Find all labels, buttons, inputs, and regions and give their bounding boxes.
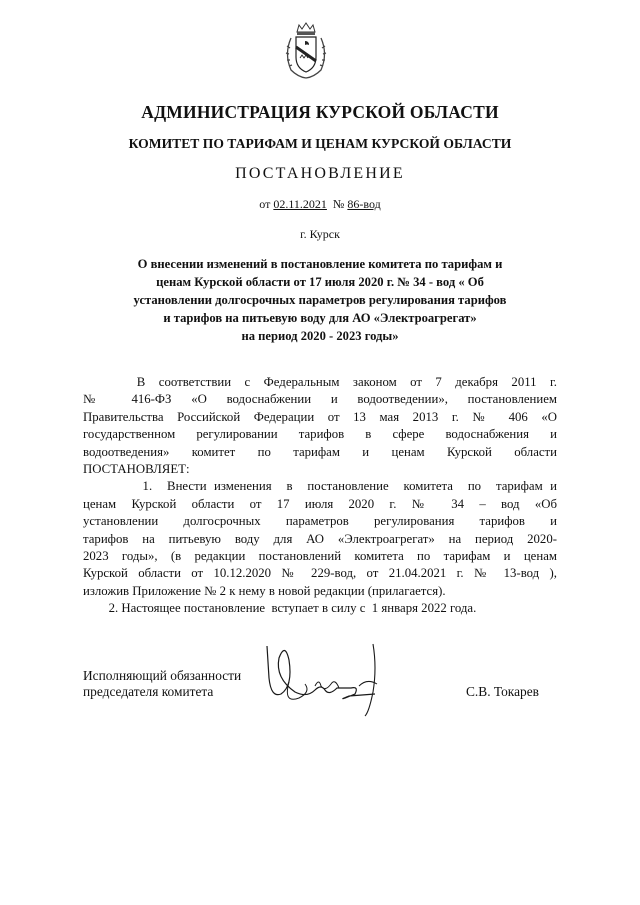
body-line: Правительства Российской Федерации от 13 мая 2013 г. № 406 «О [83, 409, 557, 424]
item-line: 1. Внести изменения в постановление комитета по тарифам и [83, 479, 557, 494]
document-subject [90, 255, 550, 345]
date-prefix: от [259, 197, 271, 211]
body-line: № 416-ФЗ «О водоснабжении и водоотведении», постановлением [83, 392, 557, 407]
committee-name: КОМИТЕТ ПО ТАРИФАМ И ЦЕНАМ КУРСКОЙ ОБЛАСТИ [128, 136, 512, 151]
signatory-title-line2: председателя комитета [83, 684, 214, 699]
item-line: Курской области от 10.12.2020 № 229-вод, от 21.04.2021 г. № 13-вод ), [83, 566, 557, 581]
subject-line: О внесении изменений в постановление комитета по тарифам и [137, 257, 503, 271]
signatory-name: С.В. Токарев [466, 684, 539, 699]
subject-line: и тарифов на питьевую воду для АО «Электроагрегат» [163, 311, 477, 325]
item-line: ценам Курской области от 17 июля 2020 г. № 34 – вод «Об [83, 496, 557, 511]
subject-line: установлении долгосрочных параметров регулирования тарифов [133, 293, 507, 307]
item-line: изложив Приложение № 2 к нему в новой редакции (прилагается). [83, 583, 446, 598]
handwritten-signature [255, 638, 405, 718]
item-line: установлении долгосрочных параметров регулирования тарифов и [83, 514, 557, 529]
body-line: водоотведения» комитет по тарифам и ценам Курской области [83, 444, 557, 459]
document-number: 86-вод [347, 197, 381, 211]
document-type: ПОСТАНОВЛЕНИЕ [235, 165, 405, 182]
item-line: 2023 годы», (в редакции постановлений комитета по тарифам и ценам [83, 549, 557, 564]
city: г. Курск [300, 227, 340, 241]
organization-name: АДМИНИСТРАЦИЯ КУРСКОЙ ОБЛАСТИ [141, 102, 499, 122]
item-line: 2. Настоящее постановление вступает в силу с 1 января 2022 года. [83, 601, 477, 616]
subject-line: на период 2020 - 2023 годы» [241, 329, 399, 343]
body-line: В соответствии с Федеральным законом от 7 декабря 2011 г. [83, 375, 557, 389]
body-line: ПОСТАНОВЛЯЕТ: [83, 462, 190, 477]
document-date: 02.11.2021 [273, 197, 327, 211]
item-line: тарифов на питьевую воду для АО «Электроагрегат» на период 2020- [83, 531, 557, 546]
number-prefix: № [332, 197, 345, 211]
body-line: государственном регулировании тарифов в сфере водоснабжения и [83, 427, 557, 442]
document-number-line [0, 197, 640, 212]
signatory-title-line1: Исполняющий обязанности [83, 668, 242, 683]
subject-line: ценам Курской области от 17 июля 2020 г. № 34 - вод « Об [156, 275, 484, 289]
coat-of-arms-emblem [281, 20, 331, 80]
document-body [83, 374, 557, 618]
